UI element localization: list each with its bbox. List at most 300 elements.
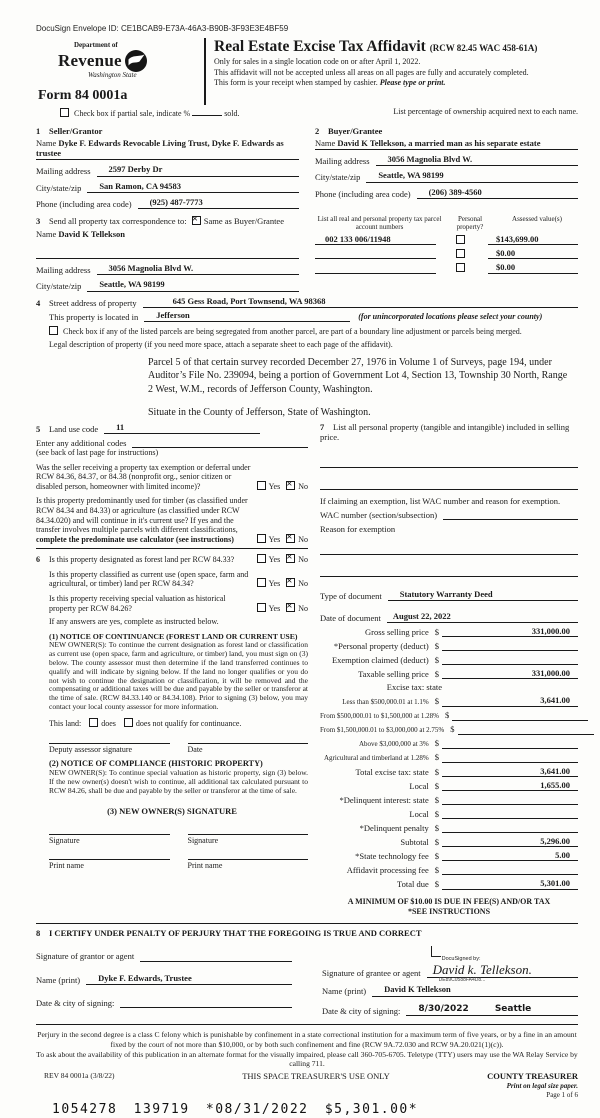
header-right <box>204 38 578 106</box>
land-use-row <box>36 422 308 434</box>
total-label: *Delinquent penalty <box>359 822 429 833</box>
current-use-question: Is this property classified as current use (open space, farm and agricultural, or timber) land per RCW 84.34? <box>49 569 249 589</box>
notice-compliance-body: NEW OWNER(S): To continue special valuation as historic property, sign (3) below. If the new owner(s) doesn't wish to continue, all additional tax calculated pursuant to RCW 84.26, shall be due and payable by the seller or transferor at the time of sale. <box>49 768 308 795</box>
total-row-subtotal <box>320 836 578 847</box>
parcel-row-3 <box>315 262 578 273</box>
section-1-heading <box>36 126 299 136</box>
fin-label: *Personal property (deduct) <box>333 640 429 651</box>
revenue-logo <box>58 41 204 80</box>
new-owners-signature-title: (3) NEW OWNER(S) SIGNATURE <box>107 805 237 816</box>
notice-compliance-title: (2) NOTICE OF COMPLIANCE (HISTORIC PROPERTY) <box>49 759 263 769</box>
treasurer-use-only: THIS SPACE TREASURER'S USE ONLY <box>242 1071 390 1082</box>
q3-yes-checkbox <box>257 554 266 563</box>
section5-question-2 <box>36 496 308 544</box>
seller-mailing-row <box>36 164 299 176</box>
segregated-note: Check box if any of the listed parcels are being segregated from another parcel, are part of a boundary line adjustment or parcels being merged. <box>63 327 522 337</box>
section-4-property <box>36 296 578 419</box>
question-text-a: Is this property predominantly used for timber (as classified under RCW 84.34 and 84.33) or agriculture (as classified under RCW 84.34.020) and will continue in it's current use? If yes and the transfer involves multiple parcels with different classifications, <box>36 496 248 535</box>
rate-row-2 <box>320 710 578 721</box>
total-row-delinquent-interest <box>320 794 578 805</box>
total-label: Total due <box>397 879 429 890</box>
section-6-number: 6 <box>36 555 40 565</box>
parcel-table-header <box>315 215 578 231</box>
partial-sale-checkbox <box>60 108 69 117</box>
grantor-date-row <box>36 996 292 1008</box>
county-treasurer-label: COUNTY TREASURER <box>487 1071 578 1082</box>
owner-signature-row <box>36 834 308 846</box>
subtitle-3a: This form is your receipt when stamped by cashier. <box>214 78 380 88</box>
total-value: 1,655.00 <box>442 780 578 791</box>
buyer-phone-row <box>315 187 578 199</box>
yes-no-group <box>257 533 308 545</box>
section-1-number: 1 <box>36 125 41 136</box>
subtitle-3b: Please type or print. <box>379 78 446 88</box>
total-row-local <box>320 780 578 791</box>
grantee-signature-column <box>322 939 578 1017</box>
grantor-signature-column <box>36 939 292 1017</box>
dollar-sign: $ <box>434 794 439 805</box>
section-3-correspondence <box>36 215 299 292</box>
total-value <box>442 864 578 875</box>
name-print-label: Name (print) <box>322 986 367 997</box>
rate-row-1 <box>320 695 578 706</box>
grantor-signature-row <box>36 950 292 962</box>
section-3-and-parcels <box>36 215 578 292</box>
phone-label: Phone (including area code) <box>36 198 132 209</box>
name-label: Name <box>315 137 336 148</box>
fin-row-exemption <box>320 654 578 665</box>
grantor-date-line <box>120 996 292 1008</box>
signature-columns <box>36 939 578 1017</box>
assessor-date-line <box>188 743 309 755</box>
segregated-checkbox <box>49 326 58 335</box>
grantor-name-row <box>36 973 292 985</box>
this-land-label: This land: <box>49 718 82 728</box>
no-label: No <box>298 555 308 565</box>
dollar-sign: $ <box>434 738 439 749</box>
yes-label: Yes <box>268 555 281 565</box>
page-title <box>214 38 578 57</box>
dollar-sign: $ <box>434 837 439 848</box>
dollar-sign: $ <box>434 808 439 819</box>
certify-heading <box>36 928 578 938</box>
date-of-document-value: August 22, 2022 <box>387 611 578 623</box>
yes-label: Yes <box>268 534 281 544</box>
revenue-logo-icon <box>122 49 148 73</box>
total-row-delinquent-penalty <box>320 822 578 833</box>
q4-no-checkbox <box>286 578 295 587</box>
alt-format-text: To ask about the availability of this publication in an alternate format for the visually impaired, please call 360-705-6705. Teletype (TTY) users may use the WA Relay Service by calling 711. <box>36 1049 578 1069</box>
deputy-assessor-label: Deputy assessor signature <box>49 744 133 754</box>
q5-no-checkbox <box>286 603 295 612</box>
total-label: Local <box>409 780 429 791</box>
seller-mailing-value: 2597 Derby Dr <box>97 164 299 176</box>
date-label: Date <box>187 744 203 754</box>
dollar-sign: $ <box>434 851 439 862</box>
legal-description-label-row <box>49 340 578 350</box>
rate-value <box>458 724 594 735</box>
dollar-sign: $ <box>434 669 439 680</box>
dollar-sign: $ <box>434 640 439 651</box>
rate-label: Above $3,000,000 at 3% <box>358 740 429 749</box>
forest-land-question: Is this property designated as forest land per RCW 84.33? <box>49 555 235 565</box>
section-2-heading <box>315 126 578 136</box>
assessor-signature-row <box>36 743 308 755</box>
exemption-note: If claiming an exemption, list WAC number and reason for exemption. <box>320 496 561 507</box>
fin-value <box>442 654 578 665</box>
parcel-number-3 <box>315 263 436 274</box>
reason-blank-1 <box>320 543 578 555</box>
partial-sale-label: Check box if partial sale, indicate % <box>74 109 191 119</box>
certify-text: I CERTIFY UNDER PENALTY OF PERJURY THAT THE FOREGOING IS TRUE AND CORRECT <box>49 928 422 939</box>
fin-label: Gross selling price <box>365 626 429 637</box>
no-label: No <box>298 481 308 491</box>
section-2-number: 2 <box>315 125 320 136</box>
parcel-numbers-header: List all real and personal property tax parcel account numbers <box>317 214 442 231</box>
name-label: Name <box>36 229 57 240</box>
city-state-zip-label: City/state/zip <box>36 281 82 292</box>
owner-print-name-line-1 <box>49 859 170 871</box>
section-4-number: 4 <box>36 297 41 308</box>
yes-label: Yes <box>268 603 281 613</box>
situate-line: Situate in the County of Jefferson, State of Washington. <box>148 406 371 418</box>
mailing-address-label: Mailing address <box>315 156 370 167</box>
does-not-label: does not qualify for continuance. <box>135 718 242 728</box>
sections-5-6-7 <box>36 422 578 918</box>
q4-yes-checkbox <box>257 578 266 587</box>
legal-description-label: Legal description of property (if you need more space, attach a separate sheet to each page of the affidavit). <box>49 339 393 349</box>
washington-state-label: Washington State <box>88 70 137 79</box>
dollar-sign: $ <box>434 865 439 876</box>
owner-printname-row <box>36 859 308 871</box>
seller-name-value: Dyke F. Edwards Revocable Living Trust, Dyke F. Edwards as trustee <box>36 137 284 159</box>
rate-value <box>442 752 578 763</box>
grantee-name-row <box>322 984 578 996</box>
reason-for-exemption-label: Reason for exemption <box>320 524 396 535</box>
yes-no-group <box>257 553 308 565</box>
perjury-notice <box>36 1030 578 1069</box>
section-3-number: 3 <box>36 215 41 226</box>
grantor-signature-label: Signature of grantor or agent <box>36 951 135 962</box>
excise-tax-header: Excise tax: state <box>386 682 442 693</box>
mailing-address-label: Mailing address <box>36 166 91 177</box>
land-use-code-value: 11 <box>104 422 260 434</box>
print-name-label: Print name <box>49 861 84 871</box>
buyer-mailing-value: 3056 Magnolia Blvd W. <box>376 154 578 166</box>
dollar-sign: $ <box>434 822 439 833</box>
mailing-address-label: Mailing address <box>36 265 91 276</box>
total-row-tech-fee <box>320 850 578 861</box>
section-divider <box>36 548 308 549</box>
section-2-title: Buyer/Grantee <box>328 125 383 136</box>
does-checkbox <box>89 718 98 727</box>
section-3-heading <box>36 215 299 226</box>
perjury-text: Perjury in the second degree is a class C felony which is punishable by confinement in a state correctional institution for a maximum term of five years, or by a fine in an amount fixed by the court of not more than $10,000, or by both such confinement and fine (RCW 9A.72.030 and RCW 9A.20.021(1)(c)). <box>37 1030 577 1050</box>
street-address-value: 645 Gess Road, Port Townsend, WA 98368 <box>143 296 578 308</box>
section5-question-1 <box>36 463 308 492</box>
page-indicator: Page 1 of 6 <box>546 1090 578 1099</box>
parcel-number-2 <box>315 248 436 259</box>
section-7-intro: List all personal property (tangible and intangible) included in selling price. <box>320 421 570 442</box>
rate-label: From $1,500,000.01 to $3,000,000 at 2.75% <box>320 726 445 735</box>
section-7-column <box>320 422 578 918</box>
does-not-checkbox <box>124 718 133 727</box>
parcel-table <box>315 215 578 292</box>
name-label: Name <box>36 137 57 148</box>
section6-question-3 <box>36 594 308 613</box>
print-legal-note: Print on legal size paper. <box>506 1081 578 1090</box>
wac-number-value <box>443 508 578 520</box>
total-label: Subtotal <box>400 837 429 848</box>
rate-row-3 <box>320 724 578 735</box>
this-land-row <box>36 717 308 729</box>
buyer-name-value: David K Tellekson, a married man as his separate estate <box>337 137 541 148</box>
date-city-label: Date & city of signing: <box>36 997 115 1008</box>
rate-row-5 <box>320 752 578 763</box>
seller-city-value: San Ramon, CA 94583 <box>87 181 299 193</box>
city-state-zip-label: City/state/zip <box>315 172 361 183</box>
rate-value <box>442 738 578 749</box>
owner-print-name-line-2 <box>188 859 309 871</box>
total-label: Affidavit processing fee <box>346 865 429 876</box>
q2-no-checkbox <box>286 534 295 543</box>
grantee-name-value: David K Tellekson <box>372 984 578 996</box>
date-city-label: Date & city of signing: <box>322 1006 401 1017</box>
street-address-row <box>36 296 578 308</box>
personal-property-blank-2 <box>320 478 578 490</box>
section-2-buyer <box>315 126 578 209</box>
name-print-label: Name (print) <box>36 974 81 985</box>
q5-yes-checkbox <box>257 603 266 612</box>
footer-row <box>36 1071 578 1099</box>
unincorporated-note: (for unincorporated locations please select your county) <box>358 312 543 322</box>
treasurer-stamp: 1054278 139719 *08/31/2022 $5,301.00* <box>52 1102 419 1118</box>
assessed-value-header: Assessed value(s) <box>512 214 562 223</box>
total-value <box>442 808 578 819</box>
section-8-number: 8 <box>36 928 41 939</box>
header-left <box>36 38 204 106</box>
reason-blank-2 <box>320 565 578 577</box>
total-label: *Delinquent interest: state <box>339 794 429 805</box>
section-1-seller <box>36 126 299 209</box>
section-8-divider <box>36 923 578 924</box>
owner-signature-line-1 <box>49 834 170 846</box>
grantee-date-line <box>406 1003 578 1017</box>
total-value: 5.00 <box>442 850 578 861</box>
fin-label: Exemption claimed (deduct) <box>331 654 429 665</box>
parcel-1-personal-cell <box>436 234 488 245</box>
partial-sale-blank <box>192 107 222 116</box>
yes-no-group <box>257 602 308 614</box>
parcel-number-1: 002 133 006/11948 <box>315 234 436 245</box>
deputy-assessor-signature-line <box>49 743 170 755</box>
title-rcw: (RCW 82.45 WAC 458-61A) <box>429 42 538 53</box>
grantee-signature-value: David k. Tellekson. <box>432 962 532 978</box>
section-5-number: 5 <box>36 423 41 434</box>
perjury-divider <box>36 1024 578 1025</box>
if-any-note: If any answers are yes, complete as instructed below. <box>49 617 219 627</box>
parcel-3-personal-cell <box>436 262 488 273</box>
docusign-envelope-id: DocuSign Envelope ID: CE1BCAB9-E73A-46A3-B90B-3F93E3E4BF59 <box>36 24 289 33</box>
correspondence-mailing-value: 3056 Magnolia Blvd W. <box>97 263 299 275</box>
dollar-sign: $ <box>434 766 439 777</box>
docusign-frame <box>431 946 578 978</box>
yes-no-group <box>257 480 308 492</box>
section6-question-1 <box>36 553 308 565</box>
sections-1-2 <box>36 126 578 209</box>
same-as-buyer-label: Same as Buyer/Grantee <box>203 215 284 226</box>
total-value <box>442 822 578 833</box>
fin-row-gross <box>320 626 578 637</box>
grantee-signature-label: Signature of grantee or agent <box>322 968 421 979</box>
county-value: Jefferson <box>144 310 350 322</box>
fin-row-taxable <box>320 668 578 679</box>
no-label: No <box>298 534 308 544</box>
rate-value <box>452 710 588 721</box>
question-text: Was the seller receiving a property tax exemption or deferral under RCW 84.36, 84.37, or 84.38 (nonprofit org., senior citizen or disabled person, homeowner with limited income)? <box>36 462 251 491</box>
section-7-number: 7 <box>320 421 325 432</box>
notice-continuance-title: (1) NOTICE OF CONTINUANCE (FOREST LAND OR CURRENT USE) <box>49 631 298 641</box>
parcel-row-1 <box>315 234 578 245</box>
yes-label: Yes <box>268 481 281 491</box>
total-row-total-due <box>320 878 578 889</box>
q1-no-checkbox <box>286 481 295 490</box>
type-of-document-label: Type of document <box>320 590 382 601</box>
additional-codes-value <box>132 436 308 448</box>
dollar-sign: $ <box>434 696 439 707</box>
title-text: Real Estate Excise Tax Affidavit <box>214 37 426 55</box>
wac-number-label: WAC number (section/subsection) <box>320 510 438 521</box>
sign-date-value: 8/30/2022 <box>418 1003 469 1014</box>
dollar-sign: $ <box>434 654 439 665</box>
total-label: Local <box>409 808 429 819</box>
parcel-value-3: $0.00 <box>488 262 578 273</box>
located-in-label: This property is located in <box>49 311 139 322</box>
total-value: 5,301.00 <box>442 878 578 889</box>
located-in-row <box>36 310 578 322</box>
no-label: No <box>298 603 308 613</box>
additional-codes-label: Enter any additional codes <box>36 437 127 448</box>
street-address-label: Street address of property <box>49 297 137 308</box>
total-value: 3,641.00 <box>442 766 578 777</box>
correspondence-mailing-row <box>36 263 299 275</box>
buyer-city-row <box>315 170 578 182</box>
parcel-3-personal-checkbox <box>456 263 465 272</box>
no-label: No <box>298 579 308 589</box>
buyer-phone-value: (206) 389-4560 <box>417 187 578 199</box>
question-text-b: complete the predominate use calculator (see instructions) <box>36 534 234 544</box>
partial-sale-suffix: sold. <box>224 109 240 119</box>
q2-yes-checkbox <box>257 534 266 543</box>
rate-label: From $500,000.01 to $1,500,000 at 1.28% <box>320 712 439 721</box>
section-7-heading <box>320 422 578 442</box>
total-row-local-2 <box>320 808 578 819</box>
rate-label: Agricultural and timberland at 1.28% <box>323 754 429 763</box>
yes-label: Yes <box>268 579 281 589</box>
dollar-sign: $ <box>445 710 450 721</box>
parcel-value-1: $143,699.00 <box>488 234 578 245</box>
total-value <box>442 794 578 805</box>
q1-yes-checkbox <box>257 481 266 490</box>
fin-value <box>442 640 578 651</box>
notice-continuance-body: NEW OWNER(S): To continue the current designation as forest land or classification as current use (open space, farm and agriculture, or timber) land, you must sign on (3) below. The county assessor must then determine if the land transferred continues to qualify and will indicate by signing below. If the land no longer qualifies or you do not wish to continue the designation or classification, it will be removed and the compensating or additional taxes will be due and payable by the seller or transferor at the time of sale. (RCW 84.33.140 or 84.34.108). Prior to signing (3) below, you may contact your local county assessor for more information. <box>49 640 308 712</box>
correspondence-city-row <box>36 279 299 291</box>
form-number: Form 84 0001a <box>38 88 128 104</box>
parcel-1-personal-checkbox <box>456 235 465 244</box>
section6-question-2 <box>36 570 308 589</box>
buyer-mailing-row <box>315 154 578 166</box>
grantee-signature-row <box>322 946 578 984</box>
personal-property-header: Personal property? <box>456 214 484 231</box>
footer-right <box>438 1071 578 1099</box>
minimum-due-line-1: A MINIMUM OF $10.00 IS DUE IN FEE(S) AND/OR TAX <box>347 896 551 906</box>
partial-sale-left <box>60 107 240 119</box>
same-as-buyer-checkbox <box>192 216 201 225</box>
fin-row-personal <box>320 640 578 651</box>
minimum-due-note <box>320 897 578 918</box>
docusign-signature-block <box>427 946 578 984</box>
historic-property-question: Is this property receiving special valuation as historical property per RCW 84.26? <box>49 594 226 613</box>
city-state-zip-label: City/state/zip <box>36 182 82 193</box>
total-label: *State technology fee <box>355 851 429 862</box>
dept-of-label: Department of <box>74 40 118 49</box>
seller-name-field <box>36 138 299 160</box>
ownership-note: List percentage of ownership acquired next to each name. <box>393 107 578 117</box>
seller-city-row <box>36 181 299 193</box>
yes-no-group <box>257 577 308 589</box>
rate-value: 3,641.00 <box>442 695 578 706</box>
dollar-sign: $ <box>434 879 439 890</box>
correspondence-blank-line <box>36 247 299 259</box>
partial-sale-row <box>60 107 578 119</box>
personal-property-blank-1 <box>320 456 578 468</box>
minimum-due-line-2: *SEE INSTRUCTIONS <box>407 906 491 916</box>
docusigned-by-label: DocuSigned by: <box>431 956 578 963</box>
phone-label: Phone (including area code) <box>315 188 411 199</box>
land-use-label: Land use code <box>49 423 99 434</box>
buyer-city-value: Seattle, WA 98199 <box>366 170 578 182</box>
sign-city-value: Seattle <box>494 1003 532 1014</box>
signature-label: Signature <box>187 835 219 845</box>
segregated-row <box>49 325 578 337</box>
parcel-2-personal-cell <box>436 248 488 259</box>
does-label: does <box>101 718 116 728</box>
docusign-id: DE89C0588FA4D8... <box>438 977 486 984</box>
seller-phone-value: (925) 487-7773 <box>138 197 299 209</box>
left-column <box>36 422 308 918</box>
dollar-sign: $ <box>434 780 439 791</box>
grantor-signature-line <box>140 950 292 962</box>
dollar-sign: $ <box>434 626 439 637</box>
print-name-label: Print name <box>187 861 223 871</box>
legal-description: Parcel 5 of that certain survey recorded December 27, 1976 in Volume 1 of Surveys, page 194, under Auditor’s File No. 239094, being a portion of Government Lot 4, Section 13, Township 30 North, Range 2 West, W.M., records of Jefferson County, Washington. <box>148 357 568 395</box>
parcel-value-2: $0.00 <box>488 248 578 259</box>
revenue-wordmark: Revenue <box>58 50 122 70</box>
grantor-name-value: Dyke F. Edwards, Trustee <box>86 973 292 985</box>
grantee-date-row <box>322 1003 578 1017</box>
total-label: Total excise tax: state <box>355 766 429 777</box>
subtitle-3 <box>214 78 578 88</box>
fin-value: 331,000.00 <box>442 626 578 637</box>
question-text <box>36 555 257 565</box>
date-of-document-row <box>320 611 578 623</box>
parcel-2-personal-checkbox <box>456 249 465 258</box>
fin-label: Taxable selling price <box>358 669 429 680</box>
q3-no-checkbox <box>286 554 295 563</box>
wac-number-row <box>320 508 578 520</box>
signature-label: Signature <box>49 835 80 845</box>
dollar-sign: $ <box>434 752 439 763</box>
